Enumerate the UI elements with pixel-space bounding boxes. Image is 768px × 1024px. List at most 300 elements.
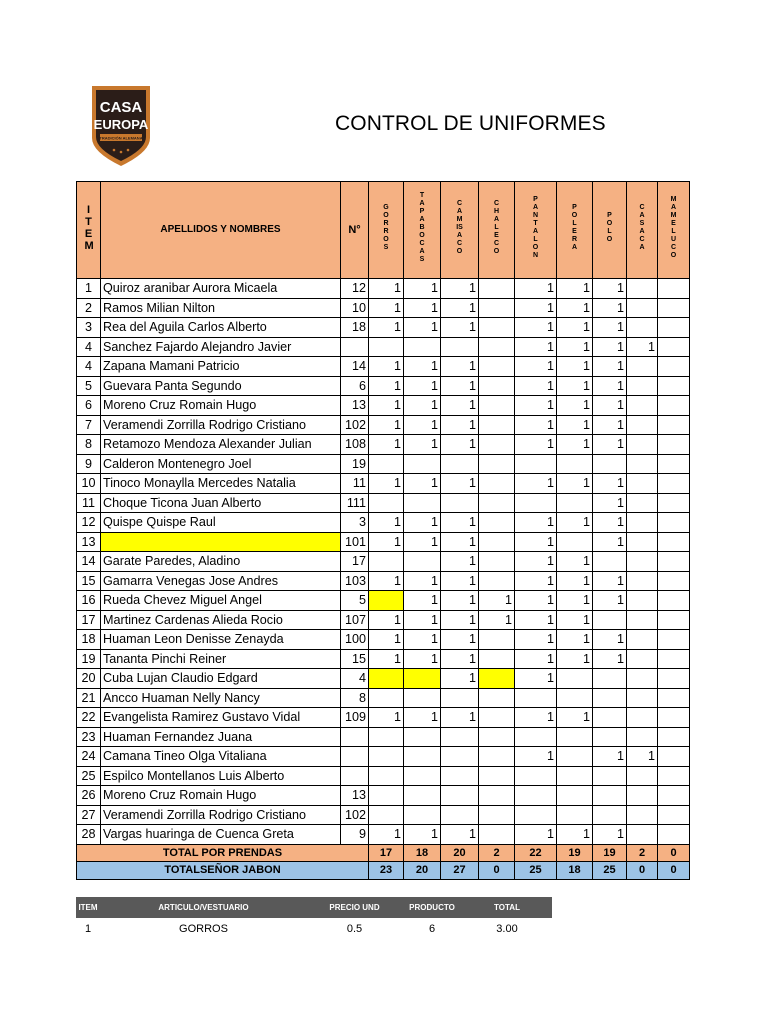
- summary-producto: 6: [428, 923, 436, 935]
- cell-item: 19: [77, 649, 101, 669]
- cell-num: 8: [341, 688, 369, 708]
- cell-camisaco: 1: [441, 669, 479, 689]
- cell-num: 13: [341, 786, 369, 806]
- cell-polo: 1: [593, 279, 627, 299]
- cell-pantalon: [515, 727, 557, 747]
- cell-tapabocas: 1: [404, 610, 441, 630]
- cell-polera: 1: [557, 376, 593, 396]
- cell-pantalon: 1: [515, 474, 557, 494]
- cell-item: 11: [77, 493, 101, 513]
- cell-polo: 1: [593, 532, 627, 552]
- summary-header-total: TOTAL: [462, 897, 552, 918]
- cell-pantalon: [515, 454, 557, 474]
- cell-gorros: 1: [369, 708, 404, 728]
- cell-num: 100: [341, 630, 369, 650]
- cell-num: 12: [341, 279, 369, 299]
- cell-polera: 1: [557, 571, 593, 591]
- cell-gorros: [369, 337, 404, 357]
- cell-camisaco: 1: [441, 513, 479, 533]
- cell-tapabocas: [404, 337, 441, 357]
- cell-camisaco: 1: [441, 630, 479, 650]
- cell-camisaco: 1: [441, 415, 479, 435]
- table-row: [77, 493, 690, 513]
- cell-item: 2: [77, 298, 101, 318]
- cell-pantalon: 1: [515, 396, 557, 416]
- cell-polera: 1: [557, 357, 593, 377]
- cell-item: 21: [77, 688, 101, 708]
- total-polera: 18: [557, 862, 593, 880]
- total-tapabocas: 18: [404, 844, 441, 862]
- table-row: [77, 532, 690, 552]
- cell-polera: [557, 727, 593, 747]
- cell-casaca: [627, 825, 658, 845]
- cell-polera: [557, 493, 593, 513]
- summary-total: 3.00: [496, 923, 518, 935]
- total-casaca: 2: [627, 844, 658, 862]
- table-row: [77, 357, 690, 377]
- table-row: [77, 825, 690, 845]
- cell-mameluco: [658, 279, 690, 299]
- cell-mameluco: [658, 669, 690, 689]
- table-row: [77, 805, 690, 825]
- cell-casaca: [627, 649, 658, 669]
- total-mameluco: 0: [658, 844, 690, 862]
- cell-polo: [593, 727, 627, 747]
- cell-casaca: [627, 493, 658, 513]
- cell-num: 15: [341, 649, 369, 669]
- cell-mameluco: [658, 825, 690, 845]
- cell-pantalon: [515, 493, 557, 513]
- cell-name: Sanchez Fajardo Alejandro Javier: [101, 337, 341, 357]
- cell-name: Garate Paredes, Aladino: [101, 552, 341, 572]
- cell-mameluco: [658, 532, 690, 552]
- cell-casaca: [627, 513, 658, 533]
- cell-chaleco: [479, 513, 515, 533]
- cell-camisaco: [441, 337, 479, 357]
- cell-num: [341, 747, 369, 767]
- cell-name: Rea del Aguila Carlos Alberto: [101, 318, 341, 338]
- cell-gorros: 1: [369, 513, 404, 533]
- cell-casaca: [627, 474, 658, 494]
- table-row: [77, 454, 690, 474]
- cell-chaleco: [479, 786, 515, 806]
- cell-num: 102: [341, 805, 369, 825]
- cell-item: 3: [77, 318, 101, 338]
- summary-header-articulo: ARTICULO/VESTUARIO: [100, 897, 307, 918]
- header-item: ITEM: [77, 182, 101, 279]
- cell-num: [341, 337, 369, 357]
- cell-casaca: [627, 454, 658, 474]
- cell-polo: [593, 669, 627, 689]
- cell-camisaco: 1: [441, 649, 479, 669]
- cell-tapabocas: [404, 454, 441, 474]
- table-row: [77, 552, 690, 572]
- logo-tagline: TRADICIÓN ALEMANA: [99, 135, 143, 141]
- cell-pantalon: [515, 805, 557, 825]
- cell-tapabocas: 1: [404, 298, 441, 318]
- header-num: N°: [341, 182, 369, 279]
- cell-chaleco: [479, 493, 515, 513]
- cell-item: 15: [77, 571, 101, 591]
- total-polo: 19: [593, 844, 627, 862]
- cell-name: Calderon Montenegro Joel: [101, 454, 341, 474]
- cell-pantalon: 1: [515, 357, 557, 377]
- table-row: [77, 571, 690, 591]
- cell-item: 14: [77, 552, 101, 572]
- cell-polera: 1: [557, 318, 593, 338]
- cell-gorros: 1: [369, 298, 404, 318]
- cell-tapabocas: 1: [404, 630, 441, 650]
- cell-gorros: 1: [369, 435, 404, 455]
- cell-chaleco: 1: [479, 591, 515, 611]
- cell-camisaco: [441, 454, 479, 474]
- cell-tapabocas: [404, 766, 441, 786]
- cell-chaleco: [479, 337, 515, 357]
- cell-mameluco: [658, 766, 690, 786]
- cell-mameluco: [658, 474, 690, 494]
- cell-num: 102: [341, 415, 369, 435]
- cell-tapabocas: 1: [404, 591, 441, 611]
- cell-gorros: [369, 786, 404, 806]
- cell-camisaco: 1: [441, 591, 479, 611]
- cell-pantalon: [515, 766, 557, 786]
- cell-camisaco: [441, 493, 479, 513]
- total-pantalon: 25: [515, 862, 557, 880]
- total-camisaco: 27: [441, 862, 479, 880]
- cell-name: [101, 532, 341, 552]
- cell-pantalon: 1: [515, 337, 557, 357]
- cell-pantalon: 1: [515, 513, 557, 533]
- cell-item: 7: [77, 415, 101, 435]
- table-row: [77, 630, 690, 650]
- cell-name: Ancco Huaman Nelly Nancy: [101, 688, 341, 708]
- cell-num: 17: [341, 552, 369, 572]
- cell-camisaco: 1: [441, 708, 479, 728]
- cell-mameluco: [658, 552, 690, 572]
- cell-item: 5: [77, 376, 101, 396]
- cell-chaleco: [479, 688, 515, 708]
- cell-camisaco: 1: [441, 396, 479, 416]
- cell-chaleco: [479, 727, 515, 747]
- cell-num: 5: [341, 591, 369, 611]
- cell-chaleco: [479, 766, 515, 786]
- cell-mameluco: [658, 298, 690, 318]
- shield-logo-icon: [88, 82, 154, 168]
- total-polera: 19: [557, 844, 593, 862]
- cell-pantalon: 1: [515, 552, 557, 572]
- cell-polo: [593, 786, 627, 806]
- cell-polera: [557, 805, 593, 825]
- page-title: CONTROL DE UNIFORMES: [335, 112, 606, 135]
- cell-num: 11: [341, 474, 369, 494]
- header-tapabocas: TAPABOCAS: [404, 182, 441, 279]
- cell-name: Guevara Panta Segundo: [101, 376, 341, 396]
- cell-casaca: [627, 669, 658, 689]
- cell-gorros: [369, 669, 404, 689]
- table-row: [77, 610, 690, 630]
- cell-polera: 1: [557, 337, 593, 357]
- table-row: [77, 337, 690, 357]
- cell-mameluco: [658, 318, 690, 338]
- cell-num: 13: [341, 396, 369, 416]
- cell-name: Espilco Montellanos Luis Alberto: [101, 766, 341, 786]
- cell-pantalon: 1: [515, 630, 557, 650]
- cell-gorros: 1: [369, 571, 404, 591]
- cell-pantalon: 1: [515, 298, 557, 318]
- cell-mameluco: [658, 610, 690, 630]
- cell-polera: 1: [557, 396, 593, 416]
- cell-polo: 1: [593, 415, 627, 435]
- cell-chaleco: [479, 825, 515, 845]
- cell-name: Choque Ticona Juan Alberto: [101, 493, 341, 513]
- cell-name: Martinez Cardenas Alieda Rocio: [101, 610, 341, 630]
- cell-polo: 1: [593, 337, 627, 357]
- cell-item: 20: [77, 669, 101, 689]
- cell-pantalon: [515, 688, 557, 708]
- cell-name: Huaman Leon Denisse Zenayda: [101, 630, 341, 650]
- header-name: APELLIDOS Y NOMBRES: [101, 182, 341, 279]
- cell-item: 6: [77, 396, 101, 416]
- cell-num: 18: [341, 318, 369, 338]
- cell-casaca: [627, 298, 658, 318]
- cell-tapabocas: [404, 727, 441, 747]
- header-polera: POLERA: [557, 182, 593, 279]
- cell-pantalon: 1: [515, 669, 557, 689]
- cell-polera: [557, 669, 593, 689]
- cell-polera: 1: [557, 552, 593, 572]
- table-row: [77, 786, 690, 806]
- cell-item: 4: [77, 357, 101, 377]
- cell-tapabocas: 1: [404, 532, 441, 552]
- cell-mameluco: [658, 493, 690, 513]
- total-pantalon: 22: [515, 844, 557, 862]
- cell-item: 27: [77, 805, 101, 825]
- cell-polo: 1: [593, 571, 627, 591]
- cell-mameluco: [658, 376, 690, 396]
- cell-name: Ramos Milian Nilton: [101, 298, 341, 318]
- cell-casaca: [627, 727, 658, 747]
- total-chaleco: 0: [479, 862, 515, 880]
- logo-line1: CASA: [99, 99, 143, 116]
- cell-num: [341, 727, 369, 747]
- cell-tapabocas: 1: [404, 318, 441, 338]
- table-row: [77, 649, 690, 669]
- cell-polo: 1: [593, 474, 627, 494]
- table-row: [77, 318, 690, 338]
- cell-num: 10: [341, 298, 369, 318]
- cell-chaleco: [479, 298, 515, 318]
- cell-tapabocas: 1: [404, 649, 441, 669]
- cell-polera: 1: [557, 610, 593, 630]
- cell-tapabocas: 1: [404, 435, 441, 455]
- cell-name: Evangelista Ramirez Gustavo Vidal: [101, 708, 341, 728]
- cell-gorros: 1: [369, 376, 404, 396]
- cell-tapabocas: [404, 805, 441, 825]
- cell-name: Tananta Pinchi Reiner: [101, 649, 341, 669]
- cell-mameluco: [658, 454, 690, 474]
- header-chaleco: CHALECO: [479, 182, 515, 279]
- cell-polo: [593, 708, 627, 728]
- cell-mameluco: [658, 786, 690, 806]
- cell-item: 23: [77, 727, 101, 747]
- table-row: [77, 727, 690, 747]
- cell-item: 12: [77, 513, 101, 533]
- header-polo: POLO: [593, 182, 627, 279]
- cell-name: Cuba Lujan Claudio Edgard: [101, 669, 341, 689]
- cell-polera: 1: [557, 279, 593, 299]
- cell-camisaco: 1: [441, 610, 479, 630]
- cell-chaleco: [479, 649, 515, 669]
- cell-casaca: [627, 610, 658, 630]
- cell-casaca: 1: [627, 337, 658, 357]
- cell-polo: [593, 610, 627, 630]
- cell-casaca: [627, 376, 658, 396]
- cell-polera: 1: [557, 474, 593, 494]
- header-casaca: CASACA: [627, 182, 658, 279]
- cell-chaleco: [479, 396, 515, 416]
- cell-chaleco: [479, 532, 515, 552]
- summary-header-precio: PRECIO UND: [307, 897, 402, 918]
- cell-item: 17: [77, 610, 101, 630]
- table-row: [77, 376, 690, 396]
- cell-num: 103: [341, 571, 369, 591]
- cell-pantalon: 1: [515, 279, 557, 299]
- cell-name: Rueda Chevez Miguel Angel: [101, 591, 341, 611]
- cell-tapabocas: 1: [404, 396, 441, 416]
- table-row: [77, 766, 690, 786]
- cell-name: Quispe Quispe Raul: [101, 513, 341, 533]
- cell-chaleco: [479, 747, 515, 767]
- cell-pantalon: 1: [515, 747, 557, 767]
- cell-tapabocas: 1: [404, 474, 441, 494]
- cell-tapabocas: 1: [404, 376, 441, 396]
- cell-gorros: 1: [369, 279, 404, 299]
- cell-chaleco: [479, 708, 515, 728]
- cell-chaleco: [479, 669, 515, 689]
- cell-pantalon: 1: [515, 532, 557, 552]
- cell-chaleco: [479, 357, 515, 377]
- cell-num: 6: [341, 376, 369, 396]
- table-row: [77, 279, 690, 299]
- cell-polo: 1: [593, 396, 627, 416]
- cell-num: 3: [341, 513, 369, 533]
- cell-casaca: [627, 571, 658, 591]
- cell-casaca: [627, 357, 658, 377]
- cell-chaleco: 1: [479, 610, 515, 630]
- cell-mameluco: [658, 337, 690, 357]
- table-row: [77, 435, 690, 455]
- cell-gorros: [369, 454, 404, 474]
- cell-chaleco: [479, 376, 515, 396]
- cell-pantalon: 1: [515, 610, 557, 630]
- cell-casaca: [627, 396, 658, 416]
- cell-casaca: [627, 805, 658, 825]
- cell-tapabocas: [404, 552, 441, 572]
- total-camisaco: 20: [441, 844, 479, 862]
- table-row: [77, 747, 690, 767]
- uniform-control-table: [76, 181, 690, 880]
- cell-polera: [557, 532, 593, 552]
- cell-name: Moreno Cruz Romain Hugo: [101, 786, 341, 806]
- cell-casaca: [627, 786, 658, 806]
- cell-name: Huaman Fernandez Juana: [101, 727, 341, 747]
- cell-pantalon: 1: [515, 571, 557, 591]
- total-tapabocas: 20: [404, 862, 441, 880]
- cell-mameluco: [658, 513, 690, 533]
- cell-mameluco: [658, 630, 690, 650]
- cell-gorros: [369, 688, 404, 708]
- cell-gorros: [369, 591, 404, 611]
- cell-item: 13: [77, 532, 101, 552]
- cell-gorros: 1: [369, 532, 404, 552]
- cell-gorros: [369, 727, 404, 747]
- cell-mameluco: [658, 688, 690, 708]
- cell-camisaco: 1: [441, 298, 479, 318]
- cell-polera: [557, 786, 593, 806]
- cell-camisaco: [441, 747, 479, 767]
- summary-header-producto: PRODUCTO: [402, 897, 462, 918]
- cell-polera: 1: [557, 298, 593, 318]
- cell-item: 1: [77, 279, 101, 299]
- total-label: TOTAL POR PRENDAS: [77, 844, 369, 862]
- cell-polo: [593, 766, 627, 786]
- table-row: [77, 396, 690, 416]
- cell-name: Veramendi Zorrilla Rodrigo Cristiano: [101, 805, 341, 825]
- cell-mameluco: [658, 435, 690, 455]
- cell-gorros: 1: [369, 649, 404, 669]
- cell-camisaco: 1: [441, 279, 479, 299]
- cell-num: 101: [341, 532, 369, 552]
- summary-table: [76, 897, 552, 940]
- table-row: [77, 669, 690, 689]
- cell-gorros: 1: [369, 357, 404, 377]
- summary-row: [76, 918, 552, 940]
- cell-camisaco: 1: [441, 357, 479, 377]
- cell-item: 26: [77, 786, 101, 806]
- cell-gorros: [369, 805, 404, 825]
- cell-camisaco: 1: [441, 376, 479, 396]
- cell-num: 107: [341, 610, 369, 630]
- cell-tapabocas: [404, 747, 441, 767]
- cell-camisaco: [441, 786, 479, 806]
- cell-tapabocas: [404, 669, 441, 689]
- cell-tapabocas: [404, 688, 441, 708]
- table-row: [77, 415, 690, 435]
- cell-pantalon: 1: [515, 318, 557, 338]
- cell-pantalon: 1: [515, 415, 557, 435]
- cell-camisaco: 1: [441, 532, 479, 552]
- cell-num: 108: [341, 435, 369, 455]
- cell-polo: 1: [593, 357, 627, 377]
- cell-polera: [557, 688, 593, 708]
- table-row: [77, 708, 690, 728]
- cell-pantalon: 1: [515, 649, 557, 669]
- cell-polera: 1: [557, 825, 593, 845]
- cell-polera: [557, 766, 593, 786]
- cell-polera: 1: [557, 415, 593, 435]
- cell-casaca: [627, 552, 658, 572]
- cell-gorros: [369, 552, 404, 572]
- cell-name: Veramendi Zorrilla Rodrigo Cristiano: [101, 415, 341, 435]
- cell-camisaco: 1: [441, 552, 479, 572]
- cell-mameluco: [658, 591, 690, 611]
- cell-item: 4: [77, 337, 101, 357]
- header-gorros: GORROS: [369, 182, 404, 279]
- cell-casaca: [627, 318, 658, 338]
- cell-item: 8: [77, 435, 101, 455]
- cell-num: 14: [341, 357, 369, 377]
- cell-chaleco: [479, 552, 515, 572]
